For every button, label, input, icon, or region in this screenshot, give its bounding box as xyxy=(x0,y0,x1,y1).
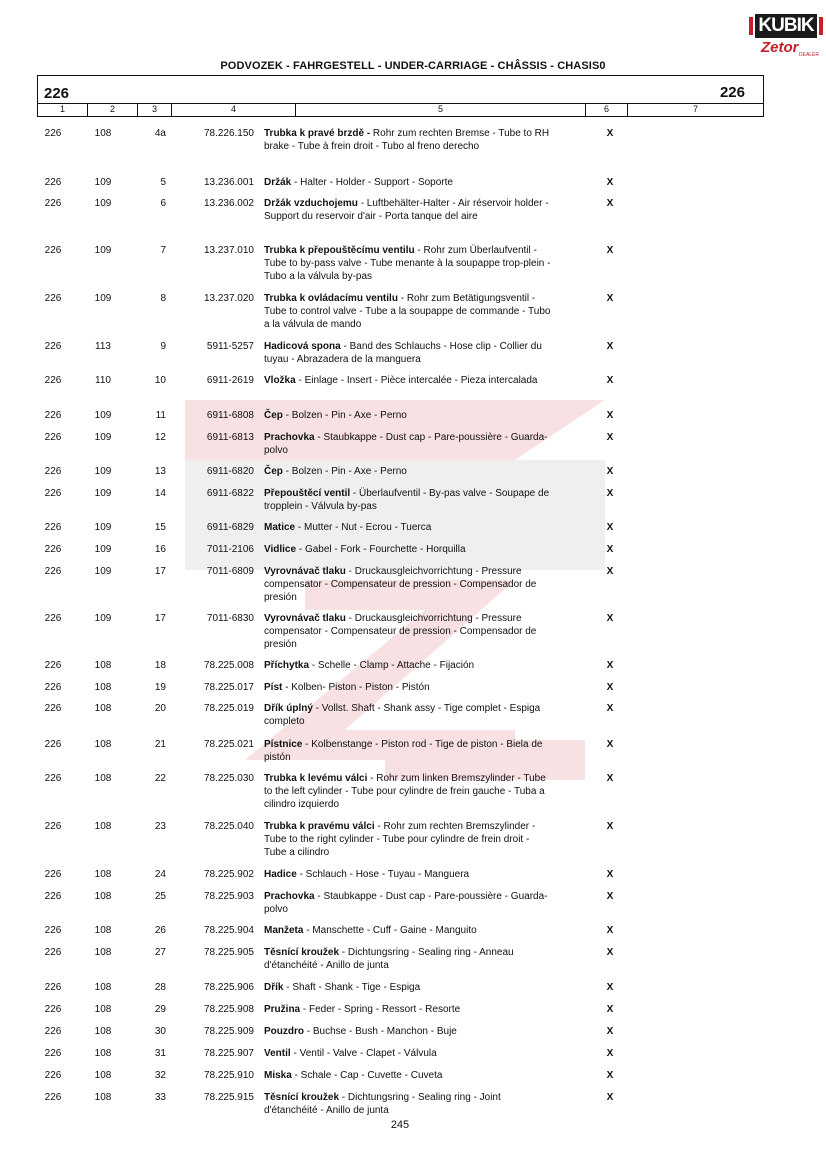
part-translations: - Bolzen - Pin - Axe - Perno xyxy=(282,410,407,421)
cell-position: 29 xyxy=(154,1004,166,1015)
cell-description xyxy=(264,612,554,651)
part-translations: - Rohr zum Überlaufventil - Tube to by-pass valve - Tube menante à la soupappe trop-plein - Tubo a la válvula by-pas xyxy=(264,245,551,282)
cell-mark: X xyxy=(606,544,614,555)
cell-position: 26 xyxy=(154,925,166,936)
part-name: Vyrovnávač tlaku xyxy=(264,613,346,624)
column-header: 4 xyxy=(172,104,296,116)
cell-figure: 109 xyxy=(94,410,112,421)
cell-group: 226 xyxy=(44,522,62,533)
logo-zetor-text: Zetor xyxy=(761,39,799,56)
cell-mark: X xyxy=(606,128,614,139)
cell-position: 12 xyxy=(154,432,166,443)
part-name: Těsnící kroužek xyxy=(264,947,340,958)
cell-part-number: 13.236.001 xyxy=(203,177,254,188)
cell-description xyxy=(264,890,554,916)
cell-mark: X xyxy=(606,660,614,671)
part-translations: - Rohr zum linken Bremszylinder - Tube to the left cylinder - Tube pour cylindre de frein gauche - Tuba a cilindro izquierdo xyxy=(264,773,546,810)
cell-part-number: 78.225.904 xyxy=(203,925,254,936)
cell-part-number: 78.226.150 xyxy=(203,128,254,139)
cell-figure: 109 xyxy=(94,544,112,555)
cell-description xyxy=(264,738,554,764)
part-name: Ventil xyxy=(264,1048,291,1059)
cell-part-number: 78.225.905 xyxy=(203,947,254,958)
cell-position: 8 xyxy=(160,293,166,304)
cell-figure: 110 xyxy=(95,375,111,386)
cell-figure: 109 xyxy=(94,245,112,256)
cell-position: 20 xyxy=(154,703,166,714)
cell-group: 226 xyxy=(44,432,62,443)
part-translations: - Einlage - Insert - Pièce intercalée - Pieza intercalada xyxy=(295,375,538,386)
cell-description xyxy=(264,659,554,672)
cell-group: 226 xyxy=(44,982,62,993)
part-translations: - Schelle - Clamp - Attache - Fijación xyxy=(309,660,475,671)
part-name: Pouzdro xyxy=(264,1026,304,1037)
part-translations: - Ventil - Valve - Clapet - Válvula xyxy=(290,1048,437,1059)
cell-description xyxy=(264,521,554,534)
cell-group: 226 xyxy=(44,947,62,958)
cell-group: 226 xyxy=(44,891,62,902)
part-name: Hadice xyxy=(264,869,297,880)
part-name: Píst xyxy=(264,682,283,693)
cell-position: 10 xyxy=(154,375,166,386)
part-name: Vyrovnávač tlaku xyxy=(264,566,346,577)
part-name: Trubka k pravému válci xyxy=(264,821,375,832)
cell-mark: X xyxy=(606,773,614,784)
cell-group: 226 xyxy=(44,1048,62,1059)
cell-mark: X xyxy=(606,375,614,386)
page-number: 245 xyxy=(390,1119,410,1131)
cell-figure: 113 xyxy=(95,341,111,352)
cell-figure: 108 xyxy=(94,821,112,832)
cell-position: 14 xyxy=(154,488,166,499)
cell-group: 226 xyxy=(44,925,62,936)
cell-description xyxy=(264,292,554,331)
cell-group: 226 xyxy=(44,245,62,256)
column-header-row xyxy=(37,104,764,117)
part-name: Příchytka xyxy=(264,660,310,671)
part-translations: - Manschette - Cuff - Gaine - Manguito xyxy=(303,925,477,936)
cell-figure: 108 xyxy=(94,1092,112,1103)
part-name: Vidlice xyxy=(264,544,297,555)
part-translations: - Rohr zum rechten Bremszylinder - Tube to the right cylinder - Tube pour cylindre de frein droit - Tube a cilindro xyxy=(264,821,536,858)
cell-position: 13 xyxy=(154,466,166,477)
cell-part-number: 78.225.908 xyxy=(203,1004,254,1015)
cell-part-number: 5911-5257 xyxy=(206,341,254,352)
cell-mark: X xyxy=(606,198,614,209)
cell-part-number: 78.225.909 xyxy=(203,1026,254,1037)
part-translations: - Kolben- Piston - Piston - Pistón xyxy=(282,682,430,693)
part-name: Přepouštěcí ventil xyxy=(264,488,351,499)
cell-part-number: 78.225.906 xyxy=(203,982,254,993)
cell-position: 25 xyxy=(154,891,166,902)
cell-mark: X xyxy=(606,410,614,421)
column-header: 2 xyxy=(88,104,138,116)
part-name: Trubka k pravé brzdě - xyxy=(264,128,371,139)
part-translations: - Luftbehälter-Halter - Air réservoir holder - Support du reservoir d'air - Porta tanque del aire xyxy=(264,198,549,222)
part-translations: - Gabel - Fork - Fourchette - Horquilla xyxy=(296,544,466,555)
cell-mark: X xyxy=(606,245,614,256)
cell-figure: 109 xyxy=(94,613,112,624)
part-translations: - Mutter - Nut - Ecrou - Tuerca xyxy=(295,522,432,533)
cell-description xyxy=(264,681,554,694)
logo-kubik-text: KUBIK xyxy=(755,14,817,38)
cell-group: 226 xyxy=(44,1026,62,1037)
cell-part-number: 13.237.020 xyxy=(203,293,254,304)
cell-figure: 109 xyxy=(94,566,112,577)
cell-part-number: 6911-6829 xyxy=(206,522,254,533)
group-number-right: 226 xyxy=(719,84,745,101)
cell-group: 226 xyxy=(44,869,62,880)
cell-figure: 108 xyxy=(94,925,112,936)
cell-description xyxy=(264,702,554,728)
cell-mark: X xyxy=(606,682,614,693)
cell-group: 226 xyxy=(44,773,62,784)
cell-position: 33 xyxy=(154,1092,166,1103)
dealer-logo xyxy=(755,14,820,60)
cell-description xyxy=(264,820,554,859)
cell-figure: 108 xyxy=(94,1004,112,1015)
part-name: Vložka xyxy=(264,375,296,386)
part-translations: - Druckausgleichvorrichtung - Pressure compensator - Compensateur de pression - Compensador de presión xyxy=(264,566,537,603)
cell-figure: 108 xyxy=(94,947,112,958)
column-header: 1 xyxy=(38,104,88,116)
part-name: Prachovka xyxy=(264,891,315,902)
part-translations: - Vollst. Shaft - Shank assy - Tige complet - Espiga completo xyxy=(264,703,541,727)
cell-mark: X xyxy=(606,1092,614,1103)
part-name: Hadicová spona xyxy=(264,341,341,352)
cell-group: 226 xyxy=(44,566,62,577)
cell-part-number: 78.225.040 xyxy=(203,821,254,832)
cell-mark: X xyxy=(606,703,614,714)
part-translations: - Kolbenstange - Piston rod - Tige de piston - Biela de pistón xyxy=(264,739,543,763)
cell-mark: X xyxy=(606,1026,614,1037)
cell-description xyxy=(264,1025,554,1038)
cell-description xyxy=(264,868,554,881)
cell-description xyxy=(264,431,554,457)
column-header: 3 xyxy=(138,104,172,116)
cell-part-number: 6911-6820 xyxy=(206,466,254,477)
cell-group: 226 xyxy=(44,128,62,139)
part-translations: - Dichtungsring - Sealing ring - Joint d'étanchéité - Anillo de junta xyxy=(264,1092,501,1116)
cell-position: 21 xyxy=(154,739,166,750)
part-translations: - Druckausgleichvorrichtung - Pressure compensator - Compensateur de pression - Compensador de presión xyxy=(264,613,537,650)
part-translations: - Halter - Holder - Support - Soporte xyxy=(291,177,453,188)
cell-description xyxy=(264,409,554,422)
cell-mark: X xyxy=(606,522,614,533)
cell-group: 226 xyxy=(44,1070,62,1081)
cell-description xyxy=(264,176,554,189)
cell-description xyxy=(264,127,554,153)
part-translations: - Staubkappe - Dust cap - Pare-poussière - Guarda-polvo xyxy=(264,891,548,915)
cell-position: 15 xyxy=(154,522,166,533)
cell-figure: 109 xyxy=(94,522,112,533)
cell-description xyxy=(264,374,554,387)
cell-figure: 108 xyxy=(94,1026,112,1037)
cell-figure: 108 xyxy=(94,703,112,714)
cell-position: 30 xyxy=(154,1026,166,1037)
cell-mark: X xyxy=(606,466,614,477)
cell-part-number: 13.236.002 xyxy=(203,198,254,209)
cell-description xyxy=(264,340,554,366)
part-translations: - Shaft - Shank - Tige - Espiga xyxy=(283,982,421,993)
part-translations: - Buchse - Bush - Manchon - Buje xyxy=(304,1026,457,1037)
cell-group: 226 xyxy=(44,1004,62,1015)
part-name: Držák xyxy=(264,177,292,188)
cell-position: 24 xyxy=(154,869,166,880)
cell-part-number: 7011-6830 xyxy=(206,613,254,624)
cell-position: 17 xyxy=(154,613,166,624)
cell-group: 226 xyxy=(44,613,62,624)
cell-description xyxy=(264,1069,554,1082)
cell-part-number: 78.225.021 xyxy=(203,739,254,750)
cell-group: 226 xyxy=(44,466,62,477)
cell-position: 31 xyxy=(154,1048,166,1059)
cell-position: 32 xyxy=(154,1070,166,1081)
cell-mark: X xyxy=(606,432,614,443)
cell-figure: 109 xyxy=(94,432,112,443)
column-header: 6 xyxy=(586,104,628,116)
cell-figure: 109 xyxy=(94,177,112,188)
cell-mark: X xyxy=(606,1070,614,1081)
part-translations: - Feder - Spring - Ressort - Resorte xyxy=(300,1004,461,1015)
part-name: Dřík úplný xyxy=(264,703,313,714)
cell-description xyxy=(264,565,554,604)
cell-mark: X xyxy=(606,821,614,832)
part-name: Prachovka xyxy=(264,432,315,443)
part-name: Trubka k levému válci xyxy=(264,773,368,784)
cell-mark: X xyxy=(606,341,614,352)
cell-description xyxy=(264,1091,554,1117)
cell-position: 16 xyxy=(154,544,166,555)
cell-part-number: 78.225.915 xyxy=(203,1092,254,1103)
logo-dealer-text: DEALER xyxy=(799,52,820,58)
part-translations: - Schlauch - Hose - Tuyau - Manguera xyxy=(296,869,470,880)
part-translations: - Band des Schlauchs - Hose clip - Collier du tuyau - Abrazadera de la manguera xyxy=(264,341,542,365)
cell-group: 226 xyxy=(44,341,62,352)
cell-description xyxy=(264,1003,554,1016)
column-header: 5 xyxy=(296,104,586,116)
cell-description xyxy=(264,924,554,937)
cell-group: 226 xyxy=(44,177,62,188)
cell-position: 17 xyxy=(154,566,166,577)
cell-group: 226 xyxy=(44,821,62,832)
cell-mark: X xyxy=(606,925,614,936)
cell-part-number: 78.225.902 xyxy=(203,869,254,880)
cell-position: 23 xyxy=(154,821,166,832)
page-title: PODVOZEK - FAHRGESTELL - UNDER-CARRIAGE - CHÂSSIS - CHASIS0 xyxy=(220,60,606,72)
part-name: Dřík xyxy=(264,982,284,993)
part-translations: - Staubkappe - Dust cap - Pare-poussière - Guarda-polvo xyxy=(264,432,548,456)
column-header: 7 xyxy=(692,104,698,114)
cell-group: 226 xyxy=(44,293,62,304)
cell-part-number: 13.237.010 xyxy=(203,245,254,256)
cell-mark: X xyxy=(606,739,614,750)
cell-part-number: 78.225.019 xyxy=(203,703,254,714)
cell-part-number: 6911-2619 xyxy=(206,375,254,386)
cell-position: 7 xyxy=(160,245,166,256)
cell-part-number: 6911-6822 xyxy=(206,488,254,499)
cell-position: 19 xyxy=(154,682,166,693)
cell-description xyxy=(264,946,554,972)
group-header xyxy=(37,75,764,104)
cell-description xyxy=(264,981,554,994)
cell-mark: X xyxy=(606,566,614,577)
cell-group: 226 xyxy=(44,682,62,693)
cell-part-number: 78.225.017 xyxy=(203,682,254,693)
cell-position: 22 xyxy=(154,773,166,784)
cell-description xyxy=(264,543,554,556)
cell-mark: X xyxy=(606,293,614,304)
cell-mark: X xyxy=(606,891,614,902)
cell-part-number: 78.225.907 xyxy=(203,1048,254,1059)
cell-figure: 109 xyxy=(94,293,112,304)
part-name: Pístnice xyxy=(264,739,303,750)
cell-group: 226 xyxy=(44,703,62,714)
cell-figure: 108 xyxy=(94,682,112,693)
cell-mark: X xyxy=(606,613,614,624)
cell-description xyxy=(264,1047,554,1060)
cell-mark: X xyxy=(606,488,614,499)
cell-figure: 108 xyxy=(94,891,112,902)
cell-figure: 108 xyxy=(94,660,112,671)
cell-position: 5 xyxy=(160,177,166,188)
part-translations: - Rohr zum Betätigungsventil - Tube to control valve - Tube a la soupappe de commande - Tubo a la válvula de mando xyxy=(264,293,551,330)
part-name: Manžeta xyxy=(264,925,304,936)
part-name: Čep xyxy=(264,466,283,477)
cell-position: 4a xyxy=(154,128,166,139)
cell-figure: 109 xyxy=(94,466,112,477)
cell-part-number: 78.225.910 xyxy=(203,1070,254,1081)
cell-part-number: 78.225.903 xyxy=(203,891,254,902)
part-name: Miska xyxy=(264,1070,292,1081)
cell-description xyxy=(264,197,554,223)
cell-figure: 108 xyxy=(94,982,112,993)
cell-group: 226 xyxy=(44,410,62,421)
cell-part-number: 7011-2106 xyxy=(206,544,254,555)
cell-group: 226 xyxy=(44,488,62,499)
cell-part-number: 7011-6809 xyxy=(206,566,254,577)
cell-group: 226 xyxy=(44,198,62,209)
cell-mark: X xyxy=(606,1004,614,1015)
cell-part-number: 6911-6813 xyxy=(206,432,254,443)
cell-position: 28 xyxy=(154,982,166,993)
cell-group: 226 xyxy=(44,660,62,671)
cell-figure: 108 xyxy=(94,128,112,139)
cell-group: 226 xyxy=(44,1092,62,1103)
part-translations: - Dichtungsring - Sealing ring - Anneau d'étanchéité - Anillo de junta xyxy=(264,947,514,971)
cell-description xyxy=(264,244,554,283)
cell-mark: X xyxy=(606,177,614,188)
cell-mark: X xyxy=(606,982,614,993)
cell-description xyxy=(264,465,554,478)
part-name: Držák vzduchojemu xyxy=(264,198,358,209)
cell-figure: 109 xyxy=(94,198,112,209)
cell-mark: X xyxy=(606,947,614,958)
cell-part-number: 78.225.030 xyxy=(203,773,254,784)
cell-figure: 108 xyxy=(94,773,112,784)
part-translations: Rohr zum rechten Bremse - Tube to RH brake - Tube à frein droit - Tubo al freno derecho xyxy=(264,128,550,152)
cell-position: 18 xyxy=(154,660,166,671)
cell-position: 6 xyxy=(160,198,166,209)
cell-description xyxy=(264,487,554,513)
cell-group: 226 xyxy=(44,544,62,555)
part-translations: - Schale - Cap - Cuvette - Cuveta xyxy=(291,1070,443,1081)
part-translations: - Überlaufventil - By-pas valve - Soupape de tropplein - Válvula by-pas xyxy=(264,488,550,512)
cell-figure: 108 xyxy=(94,1070,112,1081)
part-name: Těsnící kroužek xyxy=(264,1092,340,1103)
cell-position: 27 xyxy=(154,947,166,958)
part-name: Čep xyxy=(264,410,283,421)
group-number-left: 226 xyxy=(44,85,70,102)
cell-part-number: 78.225.008 xyxy=(203,660,254,671)
cell-part-number: 6911-6808 xyxy=(206,410,254,421)
part-name: Pružina xyxy=(264,1004,301,1015)
cell-position: 9 xyxy=(160,341,166,352)
cell-figure: 109 xyxy=(94,488,112,499)
part-translations: - Bolzen - Pin - Axe - Perno xyxy=(282,466,407,477)
part-name: Trubka k ovládacímu ventilu xyxy=(264,293,398,304)
cell-position: 11 xyxy=(155,410,166,421)
cell-description xyxy=(264,772,554,811)
part-name: Trubka k přepouštěcímu ventilu xyxy=(264,245,415,256)
cell-figure: 108 xyxy=(94,869,112,880)
cell-mark: X xyxy=(606,869,614,880)
cell-mark: X xyxy=(606,1048,614,1059)
cell-group: 226 xyxy=(44,375,62,386)
cell-figure: 108 xyxy=(94,739,112,750)
part-name: Matice xyxy=(264,522,296,533)
cell-figure: 108 xyxy=(94,1048,112,1059)
cell-group: 226 xyxy=(44,739,62,750)
